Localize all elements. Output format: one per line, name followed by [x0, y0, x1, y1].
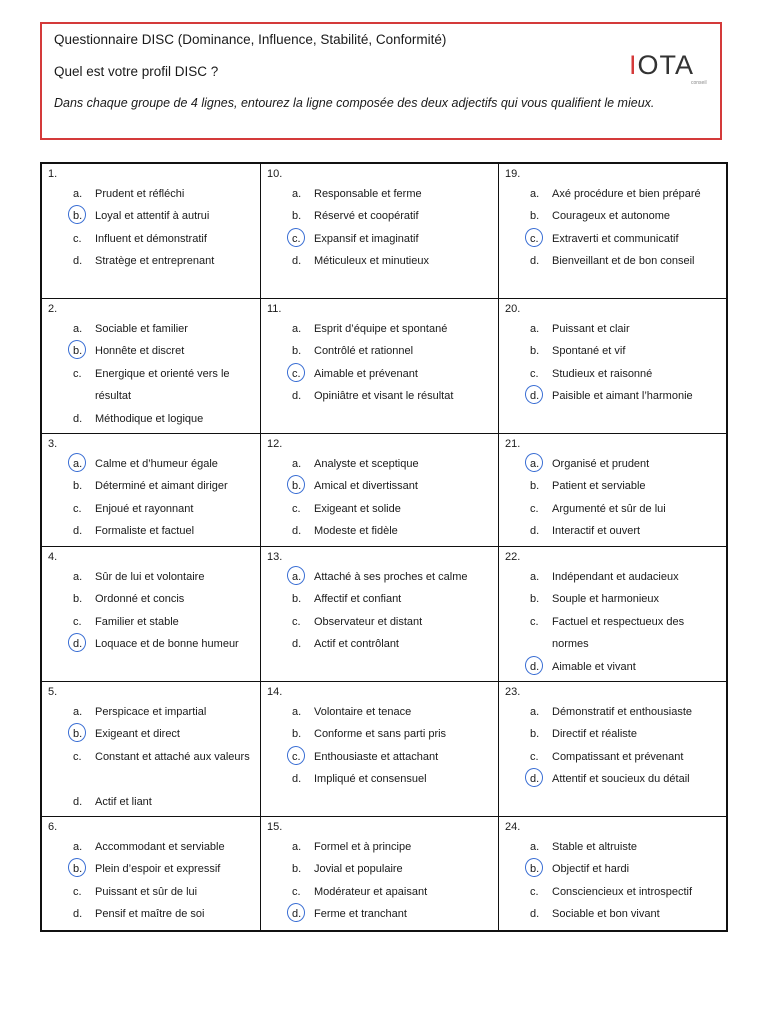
option-letter: c.: [530, 750, 539, 763]
option-letter: b.: [530, 210, 540, 223]
option-text: Directif et réaliste: [552, 728, 637, 741]
option-text: Ferme et tranchant: [314, 908, 407, 921]
option-letter: a.: [530, 458, 540, 470]
question-cell: [42, 164, 261, 299]
option-letter: a.: [530, 188, 540, 200]
logo-text: [629, 52, 694, 79]
answer-option[interactable]: [42, 253, 260, 275]
option-letter: a.: [73, 841, 83, 853]
answer-option[interactable]: [42, 366, 260, 411]
answer-option[interactable]: [261, 523, 498, 545]
option-text: Modeste et fidèle: [314, 525, 398, 538]
answer-option[interactable]: [499, 659, 726, 681]
option-text: Spontané et vif: [552, 345, 626, 358]
answer-option[interactable]: [42, 906, 260, 928]
option-text: Influent et démonstratif: [95, 232, 207, 245]
option-list: [499, 704, 726, 794]
option-letter: a.: [73, 458, 83, 470]
question-cell: [261, 682, 499, 817]
iota-logo: [629, 52, 709, 86]
answer-option[interactable]: [499, 321, 726, 343]
option-text: Extraverti et communicatif: [552, 232, 679, 245]
option-letter: d.: [530, 908, 540, 921]
option-letter: c.: [292, 885, 301, 898]
option-text: Contrôlé et rationnel: [314, 345, 414, 358]
option-letter: c.: [292, 750, 301, 763]
option-text: Axé procédure et bien préparé: [552, 188, 701, 200]
question-cell: [261, 299, 499, 434]
question-number: 4.: [48, 551, 58, 563]
answer-option[interactable]: [261, 478, 498, 500]
option-text: Opiniâtre et visant le résultat: [314, 390, 454, 403]
option-text: Enjoué et rayonnant: [95, 502, 194, 515]
option-letter: b.: [73, 728, 83, 741]
question-cell: [499, 547, 726, 682]
answer-option[interactable]: [261, 749, 498, 771]
option-list: [499, 186, 726, 276]
option-text: Esprit d’équipe et spontané: [314, 323, 448, 335]
option-letter: b.: [530, 863, 540, 876]
option-letter: d.: [73, 255, 83, 268]
option-text: Aimable et prévenant: [314, 367, 418, 380]
option-list: [499, 839, 726, 929]
option-letter: c.: [530, 502, 539, 515]
option-text: Jovial et populaire: [314, 863, 403, 876]
option-letter: d.: [73, 638, 83, 651]
answer-option[interactable]: [499, 388, 726, 410]
question-cell: [499, 299, 726, 434]
answer-option[interactable]: [42, 501, 260, 523]
option-text: Paisible et aimant l’harmonie: [552, 390, 693, 403]
option-letter: a.: [73, 706, 83, 718]
answer-option[interactable]: [261, 366, 498, 388]
option-letter: a.: [530, 841, 540, 853]
option-text: Amical et divertissant: [314, 480, 418, 493]
option-text: Ordonné et concis: [95, 593, 185, 606]
question-cell: [42, 299, 261, 434]
question-number: 14.: [267, 686, 283, 698]
option-text: Formaliste et factuel: [95, 525, 195, 538]
option-list: [499, 569, 726, 681]
option-text: Energique et orienté vers le résultat: [95, 367, 230, 403]
option-text: Organisé et prudent: [552, 458, 650, 470]
answer-option[interactable]: [42, 231, 260, 253]
option-list: [261, 456, 498, 546]
answer-option[interactable]: [261, 614, 498, 636]
option-text: Indépendant et audacieux: [552, 571, 679, 583]
option-letter: d.: [530, 390, 540, 403]
answer-option[interactable]: [42, 456, 260, 478]
answer-option[interactable]: [42, 523, 260, 545]
option-list: [42, 321, 260, 433]
option-letter: a.: [73, 188, 83, 200]
answer-option[interactable]: [261, 569, 498, 591]
option-letter: c.: [292, 615, 301, 628]
option-letter: d.: [292, 390, 302, 403]
question-number: 10.: [267, 168, 283, 180]
question-cell: [499, 817, 726, 930]
option-text: Stratège et entreprenant: [95, 255, 215, 268]
option-text: Réservé et coopératif: [314, 210, 419, 223]
option-letter: a.: [530, 571, 540, 583]
option-text: Objectif et hardi: [552, 863, 630, 876]
option-list: [261, 186, 498, 276]
answer-option[interactable]: [499, 343, 726, 365]
option-text: Bienveillant et de bon conseil: [552, 255, 695, 268]
answer-option[interactable]: [261, 231, 498, 253]
question-number: 13.: [267, 551, 283, 563]
option-letter: b.: [292, 480, 302, 493]
form-title: Questionnaire DISC (Dominance, Influence, Stabilité, Conformité): [54, 32, 447, 47]
question-number: 20.: [505, 303, 521, 315]
option-letter: c.: [73, 885, 82, 898]
option-text: Responsable et ferme: [314, 188, 422, 200]
answer-option[interactable]: [499, 523, 726, 545]
option-letter: d.: [530, 525, 540, 538]
option-text: Impliqué et consensuel: [314, 773, 427, 786]
answer-option[interactable]: [499, 861, 726, 883]
option-text: Honnête et discret: [95, 345, 185, 358]
answer-option[interactable]: [261, 388, 498, 410]
answer-option[interactable]: [261, 704, 498, 726]
option-letter: d.: [292, 638, 302, 651]
option-letter: c.: [292, 367, 301, 380]
option-letter: c.: [73, 615, 82, 628]
answer-option[interactable]: [499, 569, 726, 591]
logo-letter-accent: I: [629, 50, 638, 80]
option-text: Puissant et sûr de lui: [95, 885, 198, 898]
question-number: 3.: [48, 438, 58, 450]
option-text: Consciencieux et introspectif: [552, 885, 693, 898]
option-letter: d.: [530, 660, 540, 673]
option-letter: c.: [292, 502, 301, 515]
answer-option[interactable]: [42, 478, 260, 500]
option-text: Sûr de lui et volontaire: [95, 571, 205, 583]
option-list: [261, 569, 498, 659]
form-instructions: Dans chaque groupe de 4 lignes, entourez la ligne composée des deux adjectifs qui vous qualifient le mieux.: [54, 96, 655, 110]
form-subtitle: Quel est votre profil DISC ?: [54, 64, 219, 79]
option-text: Stable et altruiste: [552, 841, 637, 853]
question-number: 6.: [48, 821, 58, 833]
option-text: Puissant et clair: [552, 323, 630, 335]
option-list: [42, 704, 260, 816]
option-text: Actif et liant: [95, 795, 152, 808]
option-letter: d.: [73, 412, 83, 425]
question-number: 21.: [505, 438, 521, 450]
answer-option[interactable]: [499, 186, 726, 208]
option-letter: c.: [530, 885, 539, 898]
option-letter: c.: [73, 502, 82, 515]
question-cell: [42, 547, 261, 682]
option-text: Sociable et familier: [95, 323, 188, 335]
option-text: Loyal et attentif à autrui: [95, 210, 210, 223]
answer-option[interactable]: [261, 906, 498, 928]
answer-option[interactable]: [42, 591, 260, 613]
question-number: 22.: [505, 551, 521, 563]
question-cell: [499, 164, 726, 299]
option-text: Méthodique et logique: [95, 412, 204, 425]
option-letter: d.: [530, 255, 540, 268]
answer-option[interactable]: [499, 501, 726, 523]
answer-option[interactable]: [261, 636, 498, 658]
option-text: Affectif et confiant: [314, 593, 402, 606]
option-letter: b.: [530, 593, 540, 606]
question-number: 19.: [505, 168, 521, 180]
option-text: Accommodant et serviable: [95, 841, 225, 853]
answer-option[interactable]: [42, 861, 260, 883]
option-text: Constant et attaché aux valeurs: [95, 750, 250, 763]
option-text: Perspicace et impartial: [95, 706, 207, 718]
option-letter: b.: [530, 345, 540, 358]
question-cell: [499, 682, 726, 817]
answer-option[interactable]: [261, 771, 498, 793]
option-letter: c.: [530, 232, 539, 245]
option-list: [499, 456, 726, 546]
question-number: 12.: [267, 438, 283, 450]
option-letter: c.: [73, 750, 82, 763]
option-letter: b.: [292, 345, 302, 358]
option-text: Factuel et respectueux des normes: [552, 615, 685, 651]
option-text: Souple et harmonieux: [552, 593, 660, 606]
option-letter: b.: [292, 210, 302, 223]
answer-option[interactable]: [261, 253, 498, 275]
option-text: Attaché à ses proches et calme: [314, 571, 468, 583]
option-text: Analyste et sceptique: [314, 458, 419, 470]
option-letter: d.: [530, 773, 540, 786]
option-text: Démonstratif et enthousiaste: [552, 706, 693, 718]
option-letter: a.: [292, 841, 302, 853]
answer-option[interactable]: [499, 704, 726, 726]
option-text: Aimable et vivant: [552, 660, 636, 673]
option-text: Modérateur et apaisant: [314, 885, 428, 898]
option-letter: c.: [73, 367, 82, 380]
question-number: 24.: [505, 821, 521, 833]
question-cell: [261, 547, 499, 682]
option-text: Calme et d’humeur égale: [95, 458, 218, 470]
question-number: 23.: [505, 686, 521, 698]
answer-option[interactable]: [261, 321, 498, 343]
option-text: Méticuleux et minutieux: [314, 255, 429, 268]
question-number: 11.: [267, 303, 282, 315]
question-cell: [261, 434, 499, 547]
option-text: Argumenté et sûr de lui: [552, 502, 666, 515]
answer-option[interactable]: [499, 231, 726, 253]
option-list: [42, 186, 260, 276]
option-text: Pensif et maître de soi: [95, 908, 205, 921]
option-letter: b.: [292, 728, 302, 741]
answer-option[interactable]: [499, 726, 726, 748]
question-number: 15.: [267, 821, 283, 833]
option-text: Conforme et sans parti pris: [314, 728, 447, 741]
option-letter: b.: [292, 863, 302, 876]
option-letter: a.: [530, 323, 540, 335]
answer-option[interactable]: [261, 591, 498, 613]
option-text: Familier et stable: [95, 615, 179, 628]
option-letter: b.: [73, 593, 83, 606]
option-letter: a.: [292, 571, 302, 583]
option-text: Compatissant et prévenant: [552, 750, 684, 763]
answer-option[interactable]: [499, 614, 726, 659]
question-grid: [40, 162, 728, 932]
option-letter: d.: [292, 255, 302, 268]
logo-subtext: conseil: [691, 80, 707, 86]
answer-option[interactable]: [42, 884, 260, 906]
answer-option[interactable]: [499, 906, 726, 928]
option-text: Attentif et soucieux du détail: [552, 773, 690, 786]
option-letter: d.: [292, 525, 302, 538]
option-text: Studieux et raisonné: [552, 367, 653, 380]
option-letter: d.: [292, 773, 302, 786]
answer-option[interactable]: [42, 794, 260, 816]
option-letter: b.: [530, 728, 540, 741]
option-text: Enthousiaste et attachant: [314, 750, 439, 763]
question-cell: [42, 817, 261, 930]
option-letter: a.: [292, 458, 302, 470]
option-letter: c.: [530, 367, 539, 380]
option-text: Prudent et réfléchi: [95, 188, 185, 200]
option-letter: a.: [292, 323, 302, 335]
option-letter: a.: [292, 188, 302, 200]
option-letter: c.: [530, 615, 539, 628]
option-letter: a.: [73, 571, 83, 583]
question-number: 5.: [48, 686, 58, 698]
answer-option[interactable]: [261, 839, 498, 861]
answer-option[interactable]: [499, 771, 726, 793]
option-text: Plein d’espoir et expressif: [95, 863, 221, 876]
option-text: Patient et serviable: [552, 480, 646, 493]
option-letter: b.: [73, 345, 83, 358]
option-text: Sociable et bon vivant: [552, 908, 660, 921]
question-cell: [261, 817, 499, 930]
option-list: [261, 704, 498, 794]
answer-option[interactable]: [42, 636, 260, 658]
option-letter: d.: [73, 795, 83, 808]
option-text: Loquace et de bonne humeur: [95, 638, 239, 651]
option-list: [261, 321, 498, 411]
option-letter: c.: [73, 232, 82, 245]
option-text: Déterminé et aimant diriger: [95, 480, 228, 493]
option-letter: d.: [73, 908, 83, 921]
option-text: Exigeant et solide: [314, 502, 401, 515]
question-cell: [42, 682, 261, 817]
answer-option[interactable]: [261, 186, 498, 208]
logo-letters: OTA: [637, 50, 695, 80]
option-letter: b.: [73, 480, 83, 493]
option-text: Exigeant et direct: [95, 728, 180, 741]
option-text: Interactif et ouvert: [552, 525, 641, 538]
question-cell: [261, 164, 499, 299]
option-text: Volontaire et tenace: [314, 706, 412, 718]
question-number: 2.: [48, 303, 58, 315]
option-list: [261, 839, 498, 929]
answer-option[interactable]: [42, 749, 260, 794]
header-box: [40, 22, 722, 140]
answer-option[interactable]: [261, 501, 498, 523]
option-letter: b.: [530, 480, 540, 493]
option-text: Observateur et distant: [314, 615, 423, 628]
answer-option[interactable]: [261, 861, 498, 883]
question-cell: [42, 434, 261, 547]
option-letter: c.: [292, 232, 301, 245]
option-text: Expansif et imaginatif: [314, 232, 419, 245]
option-letter: a.: [73, 323, 83, 335]
option-list: [42, 569, 260, 659]
answer-option[interactable]: [499, 884, 726, 906]
answer-option[interactable]: [499, 253, 726, 275]
option-letter: b.: [73, 863, 83, 876]
option-list: [499, 321, 726, 411]
option-text: Actif et contrôlant: [314, 638, 399, 651]
option-list: [42, 456, 260, 546]
answer-option[interactable]: [499, 456, 726, 478]
option-text: Courageux et autonome: [552, 210, 671, 223]
option-letter: a.: [530, 706, 540, 718]
answer-option[interactable]: [42, 411, 260, 433]
option-letter: a.: [292, 706, 302, 718]
option-letter: d.: [73, 525, 83, 538]
option-letter: b.: [73, 210, 83, 223]
question-cell: [499, 434, 726, 547]
option-letter: d.: [292, 908, 302, 921]
option-list: [42, 839, 260, 929]
answer-option[interactable]: [42, 208, 260, 230]
answer-option[interactable]: [42, 569, 260, 591]
option-letter: b.: [292, 593, 302, 606]
answer-option[interactable]: [499, 478, 726, 500]
question-number: 1.: [48, 168, 58, 180]
option-text: Formel et à principe: [314, 841, 412, 853]
